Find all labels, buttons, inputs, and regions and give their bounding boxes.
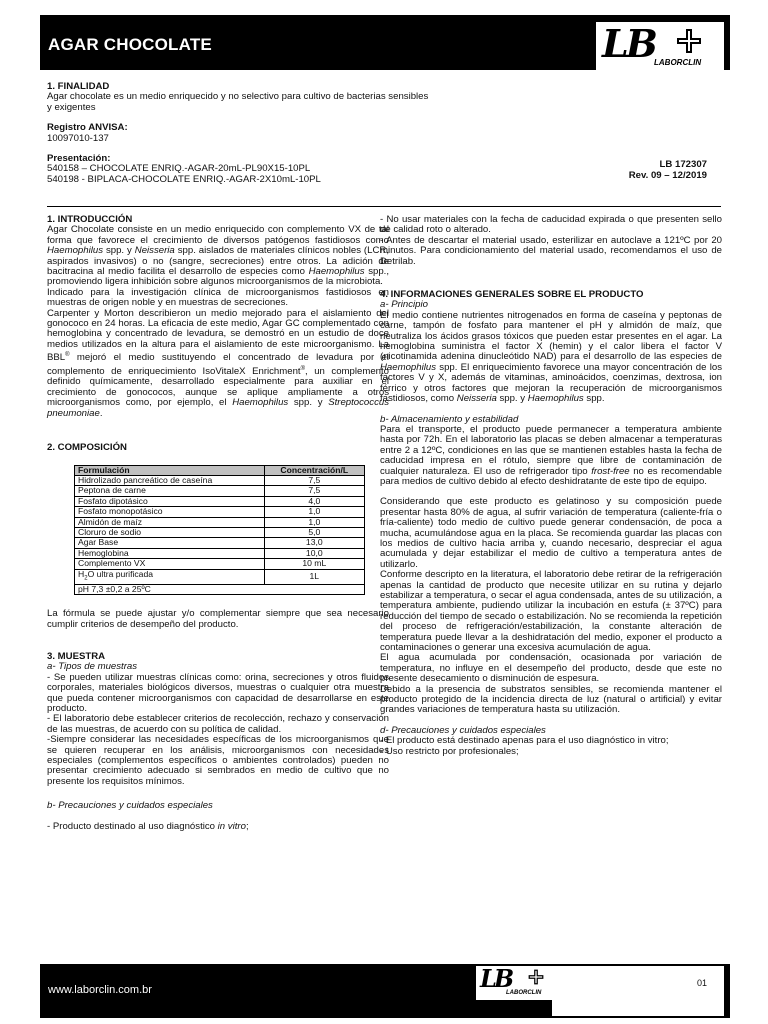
laborclin-logo-footer: [476, 966, 552, 1000]
principio-paragraph: El medio contiene nutrientes nitrogenados en forma de caseína y peptonas de carne, tampón de fosfato para mantener el pH y almidón de maíz, que neutraliza los ácidos grasos tóxicos que pueden estar presentes en el agar. La hemoglobina suministra el factor X (hemin) y el calor libera el factor V (nicotinamida adenina dinucleótido NAD) para el desarrollo de las especies de Haemophilus spp. El enriquecimiento favorece una mayor concentración de los factores V y X, además de vitaminas, aminoácidos, coenzimas, dextrosa, ion férrico y otros factores que mejoran la recuperación de microorganismos fastidiosos, como Neisseria spp. y Haemophilus spp.: [380, 309, 722, 405]
revision: Rev. 09 – 12/2019: [628, 170, 707, 181]
table-row: Cloruro de sodio 5,0: [75, 527, 365, 537]
table-row: Agar Base 13,0: [75, 538, 365, 548]
finalidad-text-2: y exigentes: [47, 101, 96, 113]
presentacion-item: 540198 - BIPLACA-CHOCOLATE ENRIQ.-AGAR-2X10mL-10PL: [47, 173, 321, 185]
left-column: [47, 215, 389, 832]
muestra-item: - El laboratorio debe establecer criterios de recolección, rechazo y conservación de las muestras, de acuerdo con su política de calidad.: [47, 713, 389, 735]
principio-subtitle: a- Principio: [380, 299, 428, 311]
table-row: $H_2O$ ultra purificada 1L: [75, 569, 365, 584]
finalidad-text-1: Agar chocolate es un medio enriquecido y no selectivo para cultivo de bacterias sensibles: [47, 91, 429, 103]
divider: [47, 206, 721, 207]
product-info: [47, 82, 727, 185]
footer-page-box: [552, 966, 724, 1016]
table-row: Almidón de maíz 1,0: [75, 517, 365, 527]
document-code: [629, 159, 707, 181]
composicion-note: La fórmula se puede ajustar y/o complementar siempre que sea necesario cumplir criterios de desempeño del producto.: [47, 608, 389, 630]
introduccion-paragraph: Carpenter y Morton describieron un medio mejorado para el aislamiento del gonococo en 24 horas. La eficacia de este medio, Agar GC complementado con hemoglobina y concentrado de levadura, se demostró en un estudio de doce medios utilizados en la altura para el aislamiento de este microorganismo. La BBL® mejoró el medio sustituyendo el concentrado de levadura por el complemento de enriquecimiento IsoVitaleX Enrichment®, un complemento definido químicamente, desarrollado especialmente para auxiliar en el crecimiento de gonococos, aunque se aplique ampliamente a otros microorganismos como, por ejemplo, el Haemophilus spp. y Streptococcus pneumoniae.: [47, 307, 389, 419]
table-row: Peptona de carne 7,5: [75, 486, 365, 496]
precaution-item: - No usar materiales con la fecha de caducidad expirada o que presenten sello de calidad roto o alterado.: [380, 214, 722, 236]
registro-value: 10097010-137: [47, 132, 109, 144]
lb-code: LB 172307: [659, 159, 707, 170]
laborclin-wordmark: LABORCLIN: [654, 58, 702, 67]
table-row: Complemento VX 10 mL: [75, 559, 365, 569]
introduccion-title: 1. INTRODUCCIÓN: [47, 214, 133, 225]
laborclin-logo: [596, 22, 724, 70]
muestra-subtitle-a: a- Tipos de muestras: [47, 661, 138, 673]
presentacion-label: Presentación:: [47, 153, 111, 165]
almacenamiento-paragraph: El agua acumulada por condensación, ocasionada por variación de temperatura, no influye en el desempeño del producto, desde que este no presente desecamiento o disminución de espesura.: [380, 652, 722, 685]
muestra-item: - Se pueden utilizar muestras clínicas como: orina, secreciones y otros fluidos corporales, materiales biológicos diversos, muestras o cualquier otra muestra que pueda contener microorganismos con capacidad de desarrollarse en este producto.: [47, 671, 389, 714]
almacenamiento-paragraph: Para el transporte, el producto puede permanecer a temperatura ambiente hasta por 72h. En el laboratorio las placas se deben almacenar a temperaturas entre 2 a 12ºC, condiciones en las que se mantienen estables hasta la fecha de caducidad impresa en el rótulo, siempre que libre de contaminación de cualquier naturaleza. El uso de refrigerador tipo frost-free no es recomendable para medios de cultivo debido al efecto deshidratante de este tipo de equipo.: [380, 423, 722, 487]
introduccion-paragraph: Indicado para la investigación clínica de microorganismos fastidiosos en muestras de origen noble y en muestras de secreciones.: [47, 286, 389, 309]
table-row: Fosfato dipotásico 4,0: [75, 496, 365, 506]
cross-logo-icon: [676, 28, 702, 54]
table-header: Concentración/L: [264, 465, 364, 475]
table-row: Fosfato monopotásico 1,0: [75, 507, 365, 517]
precauciones-subtitle: d- Precauciones y cuidados especiales: [380, 724, 546, 736]
table-header: Formulación: [75, 465, 265, 475]
cross-logo-icon: [528, 969, 544, 985]
right-column: [380, 215, 722, 757]
lb-logo-mark: LB: [480, 964, 512, 993]
table-row: Hidrolizado pancreático de caseína 7,5: [75, 475, 365, 485]
precaution-item: - Uso restricto por profesionales;: [380, 745, 519, 757]
registro-label: Registro ANVISA:: [47, 122, 128, 134]
muestra-item: -Siempre considerar las necesidades específicas de los microorganismos que se quieren recuperar en los análisis, microorganismos con necesidades especiales (complementos específicos o ambientes controlados) pueden no presentar crecimiento adecuado si sembrados en medio de cultivo que no presente los requisitos mínimos.: [47, 734, 389, 787]
page-title: AGAR CHOCOLATE: [48, 35, 212, 54]
composition-table: [74, 465, 365, 596]
muestra-item: - Producto destinado al uso diagnóstico in vitro;: [47, 820, 249, 832]
almacenamiento-paragraph: Debido a la presencia de substratos sensibles, se recomienda mantener el producto protegido de la incidencia directa de luz (natural o artificial) y evitar grandes variaciones de temperatura hasta su utilización.: [380, 683, 722, 716]
table-row: pH 7,3 ±0,2 a 25ºC: [75, 584, 365, 594]
muestra-title: 3. MUESTRA: [47, 650, 106, 662]
almacenamiento-subtitle: b- Almacenamiento y estabilidad: [380, 413, 519, 425]
page-number: 01: [697, 978, 708, 988]
presentacion-item: 540158 – CHOCOLATE ENRIQ.-AGAR-20mL-PL90X15-10PL: [47, 163, 311, 175]
precaution-item: - El producto está destinado apenas para el uso diagnóstico in vitro;: [380, 735, 669, 747]
laborclin-wordmark: LABORCLIN: [506, 990, 542, 996]
footer-url[interactable]: www.laborclin.com.br: [48, 984, 152, 996]
muestra-subtitle-b: b- Precauciones y cuidados especiales: [47, 800, 213, 812]
almacenamiento-paragraph: Considerando que este producto es gelatinoso y su composición puede presentar hasta 80% de agua, al sufrir variación de temperatura (caliente-fría o fría-caliente) todo medio de cultivo puede generar condensación, de poca a mucha, acumulándose agua en la placa. Se recomienda guardar las placas con los medios de cultivo hacia arriba y, cuando necesario, despreciar el agua acumulada y dejar estabilizar el medio de cultivo a temperatura antes de utilizarlo.: [380, 496, 722, 570]
composicion-title: 2. COMPOSICIÓN: [47, 442, 127, 454]
introduccion-paragraph: Agar Chocolate consiste en un medio enriquecido con complemento VX de tal forma que favorece el crecimiento de diversos patógenos fastidiosos como Haemophilus spp. y Neisseria spp. aislados de materiales clínicos nobles (LCR, aspirados invasivos) o no (sangre, secreciones) entre otros. La adición de bacitracina al medio facilita el desarrollo de especies como Haemophilus spp., promoviendo ligera inhibición sobre algunos microorganismos de la microbiota.: [47, 224, 390, 288]
finalidad-title: 1. FINALIDAD: [47, 81, 110, 92]
almacenamiento-paragraph: Conforme descripto en la literatura, el laboratorio debe retirar de la refrigeración apenas la cantidad de producto que necesite utilizar en su rutina y dejarlo estabilizar a temperatura, o secar el agua condensada, antes de su utilización, a temperatura ambiente, pudiendo utilizar la incubación en estufa (± 37ºC) para reducción del tiempo de secado o estabilización. No se recomienda la repetición del proceso de refrigeración/estabilización, la constante alteración de temperatura puede llevar a la deshidratación del medio, exponer el producto a contaminaciones o generar una excesiva acumulación de agua.: [380, 569, 722, 654]
lb-logo-mark: LB: [602, 21, 655, 66]
precaution-item: - Antes de descartar el material usado, esterilizar en autoclave a 121ºC por 20 minutos. Para condicionamiento del material usado, recomendamos el uso de Detrilab.: [380, 234, 722, 267]
table-row: Hemoglobina 10,0: [75, 548, 365, 558]
table-header-row: [75, 465, 365, 475]
informaciones-title: 4. INFORMACIONES GENERALES SOBRE EL PRODUCTO: [380, 289, 644, 301]
